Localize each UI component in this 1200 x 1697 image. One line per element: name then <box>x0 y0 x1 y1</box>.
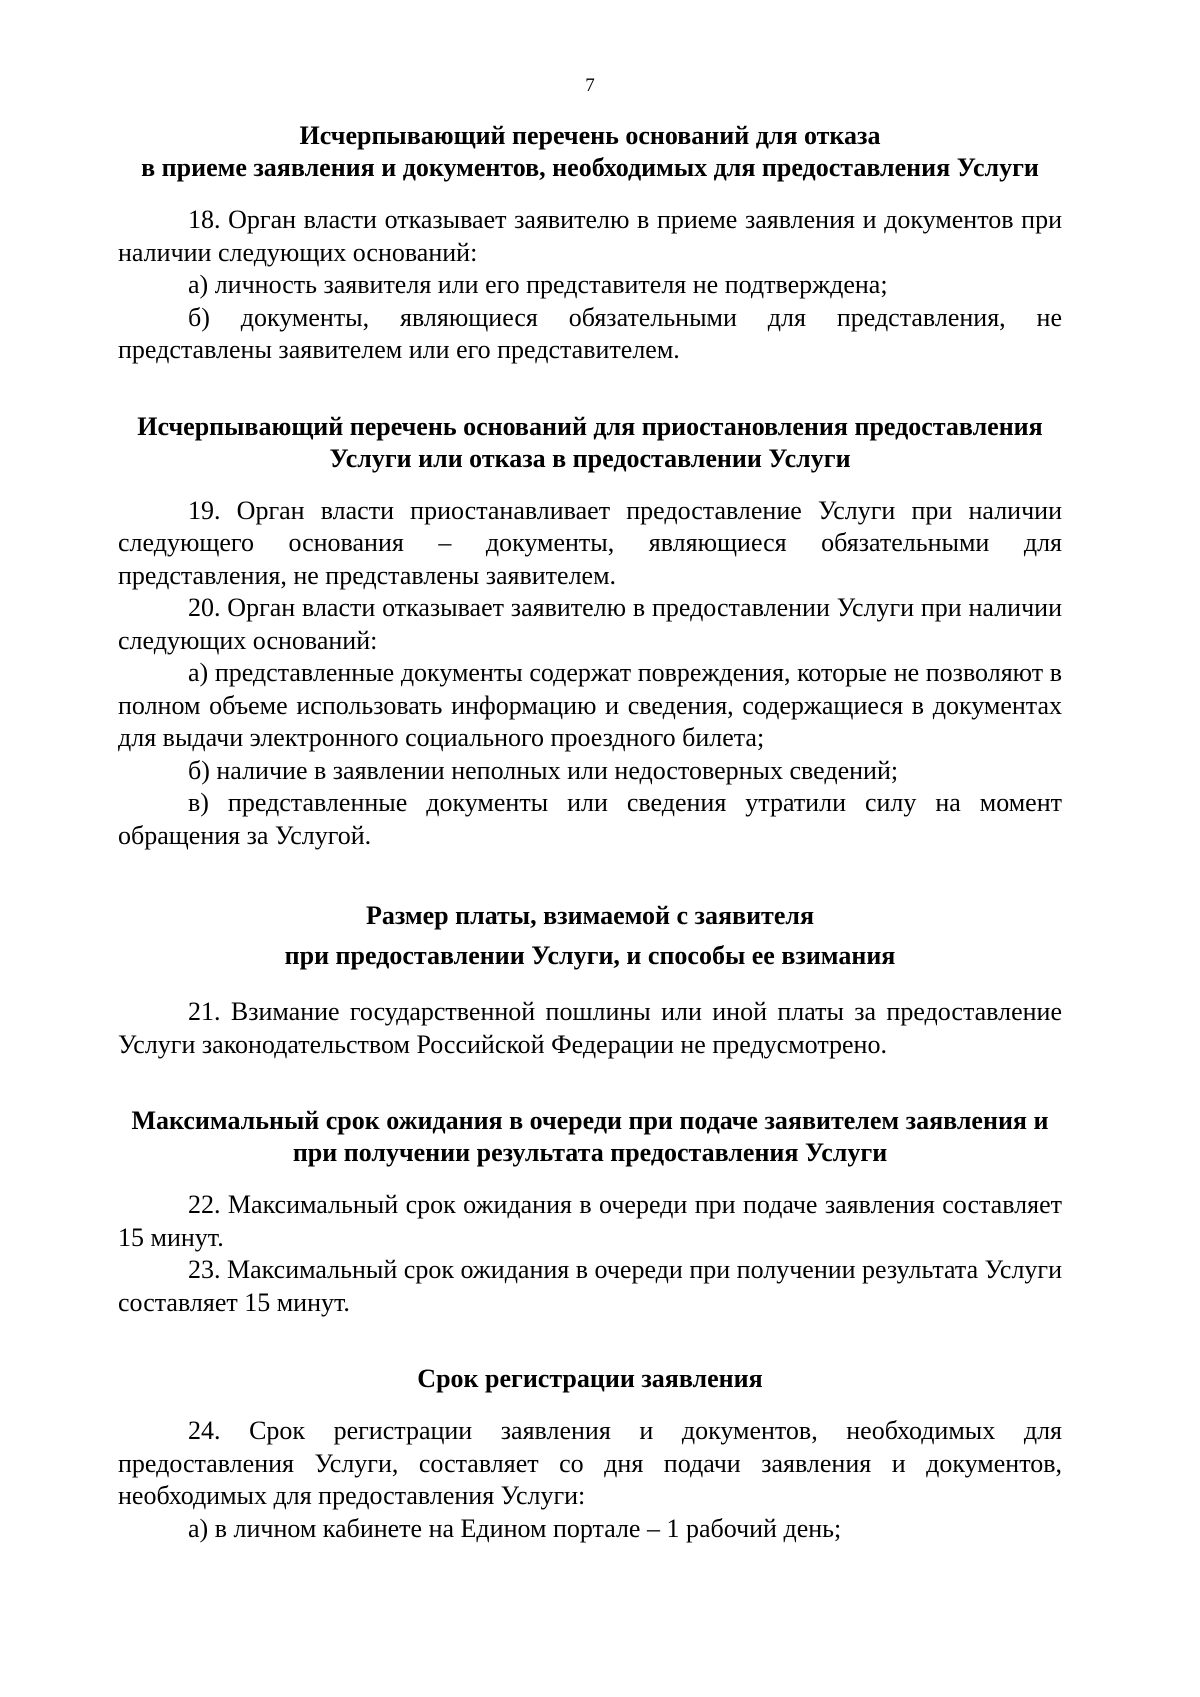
paragraph: 19. Орган власти приостанавливает предоставление Услуги при наличии следующего основания – документы, являющиеся обязательными для представления, не представлены заявителем. <box>118 495 1062 590</box>
paragraph: 21. Взимание государственной пошлины или иной платы за предоставление Услуги законодательством Российской Федерации не предусмотрено. <box>118 997 1062 1059</box>
section-suspension-refusal <box>118 411 1062 853</box>
section-heading <box>118 120 1062 184</box>
heading-line: Услуги или отказа в предоставлении Услуги <box>329 443 851 473</box>
paragraph: а) представленные документы содержат повреждения, которые не позволяют в полном объеме использовать информацию и сведения, содержащиеся в документах для выдачи электронного социального проездного билета; <box>118 658 1062 752</box>
heading-line: Срок регистрации заявления <box>417 1364 763 1393</box>
paragraph: 20. Орган власти отказывает заявителю в предоставлении Услуги при наличии следующих оснований: <box>118 593 1062 655</box>
heading-line: при получении результата предоставления Услуги <box>292 1138 888 1167</box>
heading-line: Максимальный срок ожидания в очереди при подаче заявителем заявления и <box>131 1106 1049 1135</box>
heading-line: в приеме заявления и документов, необходимых для предоставления Услуги <box>141 153 1039 182</box>
heading-line: Исчерпывающий перечень оснований для приостановления предоставления <box>137 411 1043 441</box>
section-heading <box>118 411 1062 475</box>
paragraph: 24. Срок регистрации заявления и документов, необходимых для предоставления Услуги, составляет со дня подачи заявления и документов, необходимых для предоставления Услуги: <box>118 1416 1062 1510</box>
heading-line: при предоставлении Услуги, и способы ее взимания <box>284 941 896 970</box>
section-refusal-acceptance <box>118 120 1062 367</box>
paragraph: а) в личном кабинете на Едином портале – 1 рабочий день; <box>188 1513 842 1543</box>
page-number: 7 <box>585 75 595 96</box>
section-heading <box>118 1363 1062 1395</box>
section-heading <box>118 1105 1062 1169</box>
heading-line: Размер платы, взимаемой с заявителя <box>365 901 815 930</box>
paragraph: б) наличие в заявлении неполных или недостоверных сведений; <box>188 755 899 785</box>
section-queue-wait <box>118 1105 1062 1319</box>
section-fee <box>118 896 1062 1061</box>
paragraph: б) документы, являющиеся обязательными для представления, не представлены заявителем или его представителем. <box>118 302 1062 364</box>
paragraph: 18. Орган власти отказывает заявителю в приеме заявления и документов при наличии следующих оснований: <box>118 205 1062 267</box>
paragraph: а) личность заявителя или его представителя не подтверждена; <box>188 270 888 299</box>
section-heading <box>118 896 1062 976</box>
paragraph: 22. Максимальный срок ожидания в очереди при подаче заявления составляет 15 минут. <box>118 1190 1062 1252</box>
paragraph: в) представленные документы или сведения утратили силу на момент обращения за Услугой. <box>118 788 1062 850</box>
paragraph: 23. Максимальный срок ожидания в очереди при получении результата Услуги составляет 15 минут. <box>118 1255 1062 1317</box>
section-registration-term <box>118 1363 1062 1545</box>
heading-line: Исчерпывающий перечень оснований для отказа <box>299 121 881 150</box>
